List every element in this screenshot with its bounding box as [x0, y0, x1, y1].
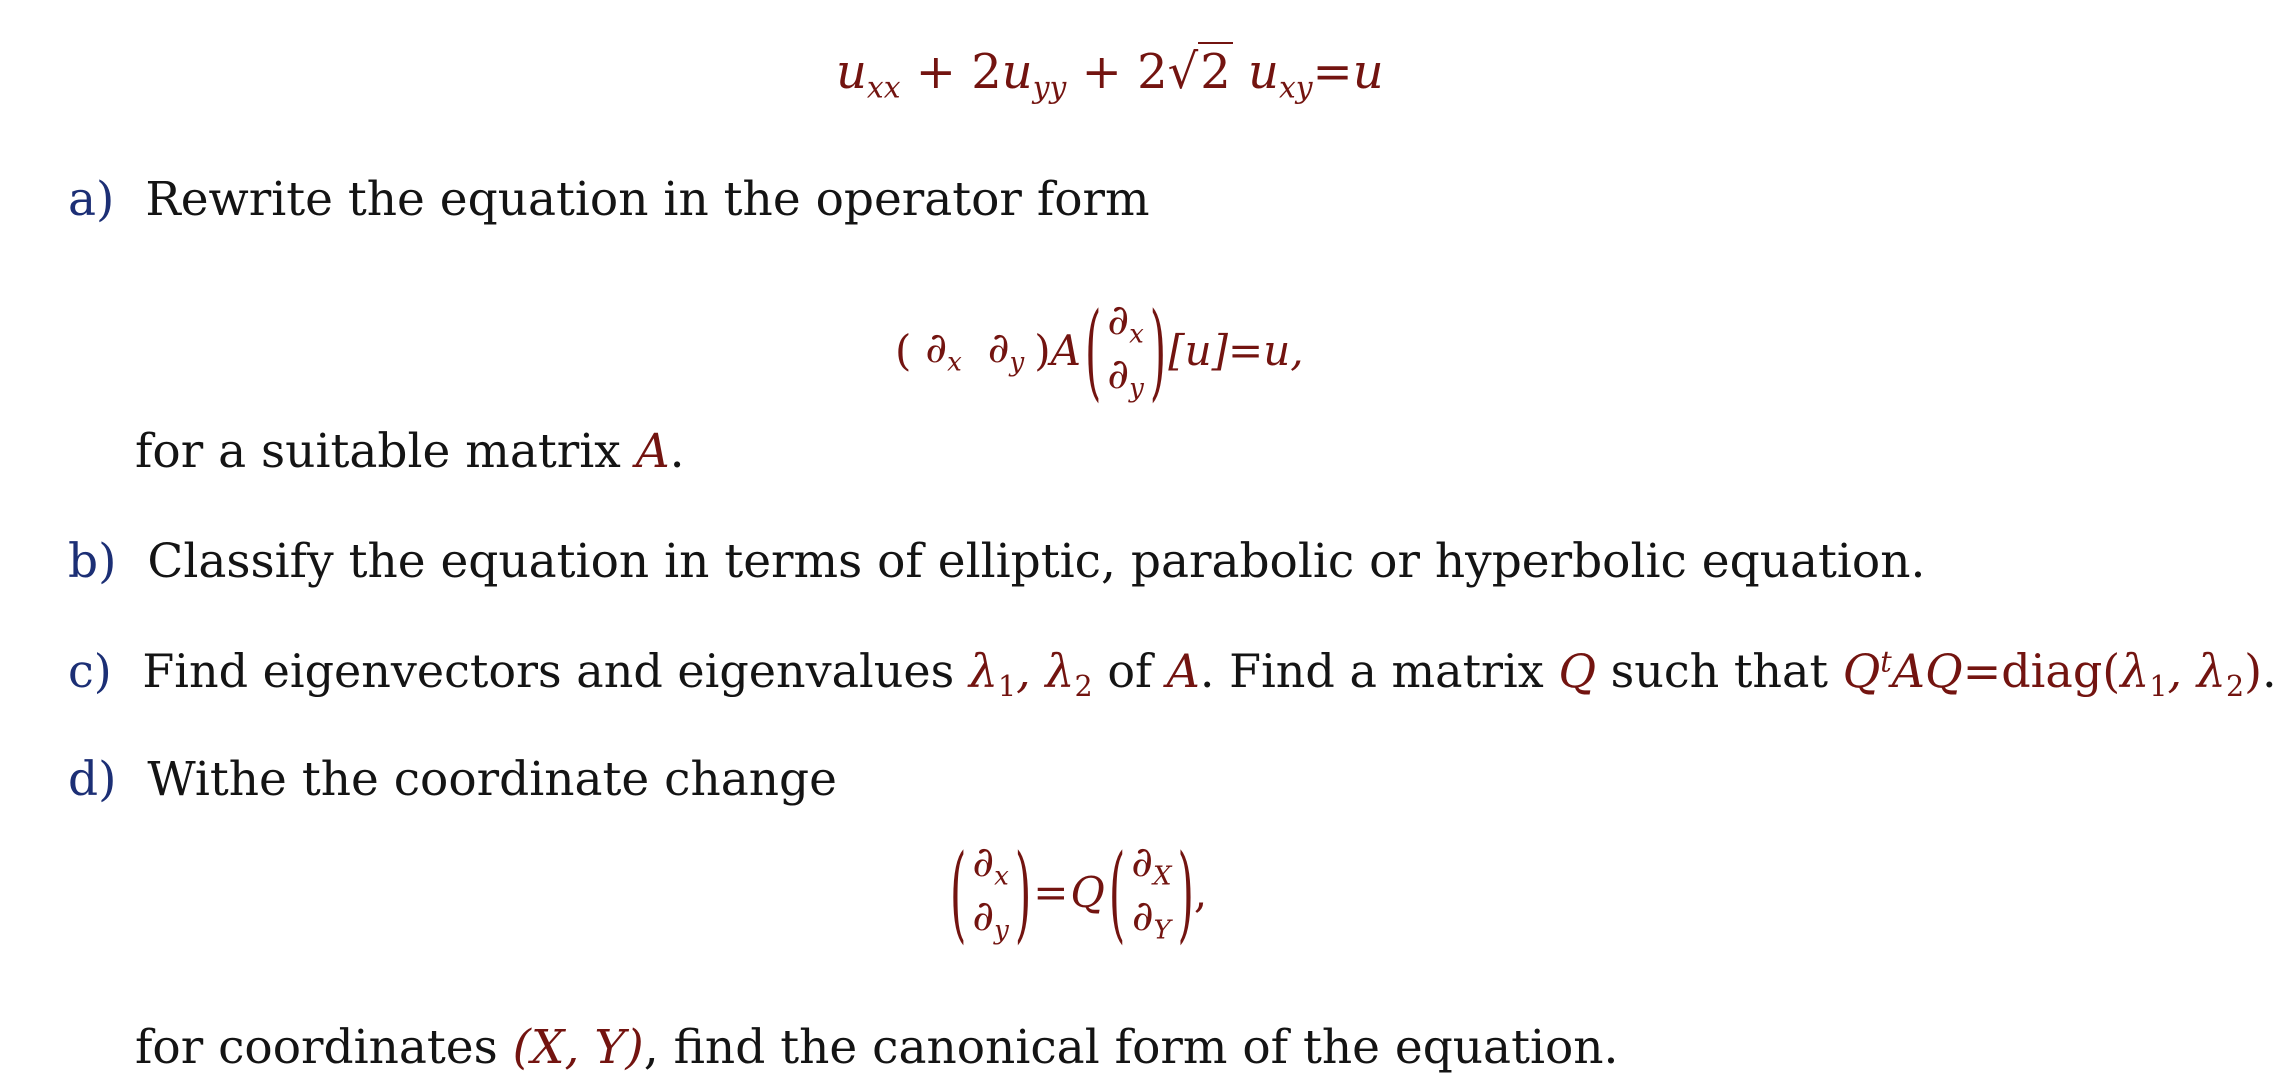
- main-equation: $u_{xx} + 2u_{yy} + 2√2$ $u_{xy}=u$: [836, 44, 1384, 106]
- matrix-A: A: [1050, 325, 1081, 375]
- matrix-Q: Q: [1070, 867, 1105, 917]
- item-d-label: d): [68, 752, 117, 807]
- item-a: [68, 172, 1150, 227]
- radicand: 2: [1200, 44, 1231, 100]
- item-c: c) Find eigenvectors and eigenvalues $\lambda_1$, $\lambda_2$ of A. Find a matrix Q such that $Q^tAQ=diag(\lambda_1$, $\lambda_2$).: [68, 644, 2277, 704]
- item-d-tail: for coordinates (X, Y), find the canonical form of the equation.: [135, 1020, 1619, 1075]
- lambda-1: $\lambda_1$: [968, 644, 1017, 704]
- radical-sign: √: [1167, 44, 1199, 100]
- operator-form: ( $\partial_x$ $\partial_y$ ) A ( $\partial_x$ $\partial_y$ ) [u] = u,: [895, 289, 1304, 412]
- item-a-label: a): [68, 172, 115, 227]
- item-d-text: Withe the coordinate change: [147, 752, 837, 807]
- item-c-label: c): [68, 644, 112, 698]
- matrix-A-ref: A: [635, 424, 670, 479]
- u-yy: $u_{yy}$: [1001, 44, 1067, 106]
- item-a-text: Rewrite the equation in the operator form: [145, 172, 1150, 227]
- column-vector: [1107, 296, 1143, 405]
- u-xx: $u_{xx}$: [836, 44, 901, 106]
- row-partial-y: $\partial_y$: [987, 323, 1025, 378]
- Q-transpose: $Q^t$: [1842, 644, 1892, 698]
- lhs-column-vector: $\partial_x$ $\partial_y$: [972, 837, 1009, 946]
- rhs-column-vector: $\partial_X$ $\partial_Y$: [1131, 837, 1172, 946]
- item-b: [68, 534, 1926, 589]
- row-partial-x: $\partial_x$: [925, 323, 962, 378]
- coordinates-XY: (X, Y): [512, 1020, 644, 1075]
- u-xy: $u_{xy}$: [1248, 44, 1313, 106]
- col-partial-y: $\partial_y$: [1107, 349, 1144, 404]
- item-b-label: b): [68, 534, 117, 589]
- item-b-text: Classify the equation in terms of elliptic, parabolic or hyperbolic equation.: [147, 534, 1926, 589]
- item-a-tail: for a suitable matrix A.: [135, 424, 685, 479]
- lambda-2: $\lambda_2$: [1045, 644, 1093, 704]
- item-d: [68, 752, 837, 807]
- left-paren: (: [1084, 289, 1102, 412]
- coordinate-change: ( $\partial_x$ $\partial_y$ ) = Q ( $\partial_X$ $\partial_Y$ ) ,: [950, 831, 1208, 954]
- col-partial-x: $\partial_x$: [1107, 295, 1144, 350]
- right-paren: ): [1149, 289, 1167, 412]
